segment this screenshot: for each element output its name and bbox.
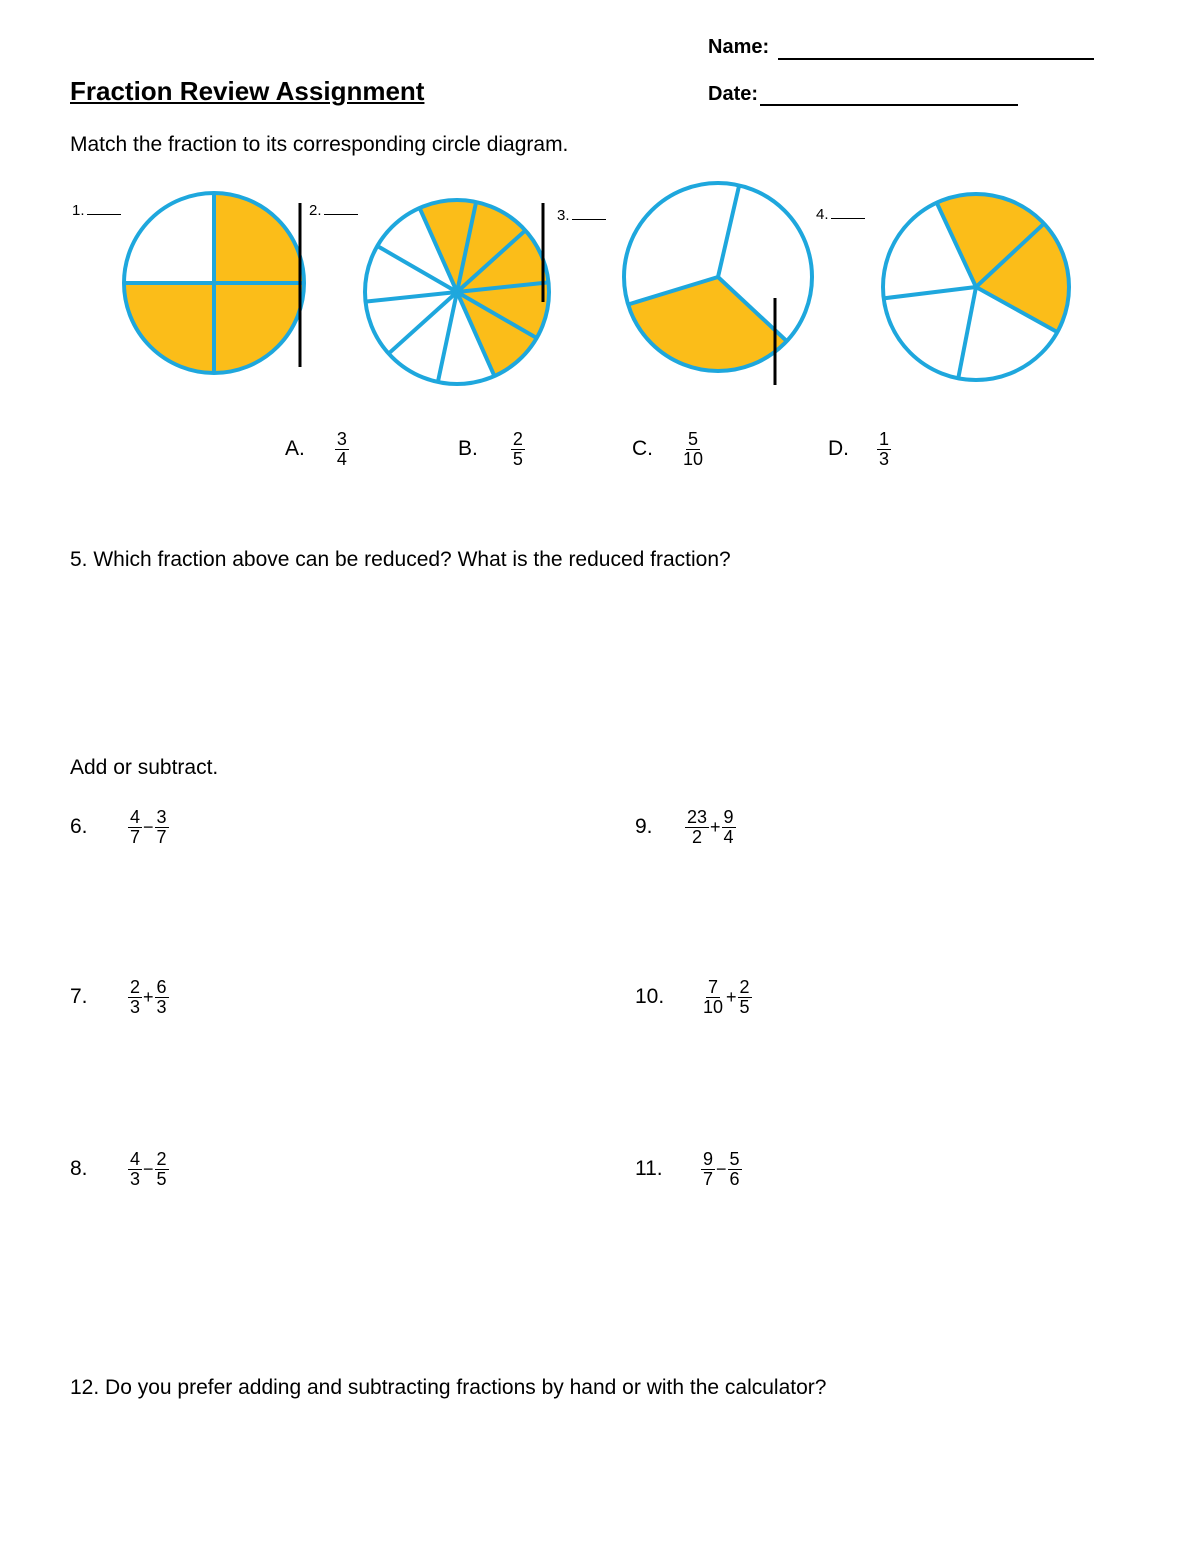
diagram-label-text: 4. [816, 206, 829, 223]
problem-number: 10. [635, 985, 665, 1009]
problem-11 [635, 1150, 742, 1189]
fraction-b [155, 1150, 169, 1189]
problem-number: 9. [635, 815, 653, 839]
numerator: 7 [708, 977, 719, 997]
matching-instruction: Match the fraction to its corresponding circle diagram. [70, 133, 569, 156]
denominator: 3 [130, 1168, 141, 1189]
choice-a [285, 430, 349, 469]
denominator: 5 [156, 1168, 167, 1189]
circle-diagram-4 [883, 194, 1069, 380]
problem-number: 6. [70, 815, 88, 839]
circle-diagram-2 [365, 200, 549, 384]
denominator: 5 [739, 996, 750, 1017]
numerator: 3 [336, 429, 347, 449]
answer-area-5[interactable] [70, 590, 1130, 740]
choice-b [458, 430, 525, 469]
fraction-b [722, 808, 736, 847]
divider-line [366, 292, 457, 302]
numerator: 1 [879, 429, 890, 449]
choice-c [632, 430, 705, 469]
denominator: 7 [156, 826, 167, 847]
fraction-a [128, 808, 142, 847]
choice-d [828, 430, 891, 469]
diagram-label-text: 1. [72, 202, 85, 219]
denominator: 10 [703, 996, 724, 1017]
problem-6 [70, 808, 169, 847]
problem-9 [635, 808, 736, 847]
numerator: 4 [130, 807, 141, 827]
circle-diagrams [0, 0, 1200, 420]
problem-7 [70, 978, 169, 1017]
operator: − [716, 1158, 727, 1179]
problem-10 [635, 978, 752, 1017]
numerator: 4 [130, 1149, 141, 1169]
denominator: 6 [729, 1168, 740, 1189]
circle-diagram-1 [124, 193, 304, 373]
fraction-a [701, 1150, 715, 1189]
fraction-a [128, 978, 142, 1017]
divider-line [718, 185, 739, 277]
date-label: Date: [708, 83, 759, 105]
operator: + [710, 816, 721, 837]
numerator: 2 [130, 977, 141, 997]
denominator: 3 [156, 996, 167, 1017]
denominator: 7 [703, 1168, 714, 1189]
denominator: 4 [336, 448, 347, 469]
operator: − [143, 816, 154, 837]
problem-number: 8. [70, 1157, 88, 1181]
answer-area-12[interactable] [70, 1415, 1130, 1525]
numerator: 3 [156, 807, 167, 827]
numerator: 9 [723, 807, 734, 827]
denominator: 3 [879, 448, 890, 469]
numerator: 2 [156, 1149, 167, 1169]
question-12: 12. Do you prefer adding and subtracting fractions by hand or with the calculator? [70, 1376, 827, 1399]
problem-number: 11. [635, 1157, 663, 1181]
choice-fraction [511, 430, 525, 469]
denominator: 4 [723, 826, 734, 847]
denominator: 2 [692, 826, 703, 847]
choice-letter: C. [632, 437, 653, 461]
section-label: Add or subtract. [70, 756, 219, 779]
fraction-a [685, 808, 709, 847]
fraction-b [155, 978, 169, 1017]
problem-number: 7. [70, 985, 88, 1009]
numerator: 5 [688, 429, 699, 449]
choice-fraction [335, 430, 349, 469]
numerator: 5 [729, 1149, 740, 1169]
shaded-sector [628, 277, 787, 371]
denominator: 3 [130, 996, 141, 1017]
choice-fraction [681, 430, 705, 469]
numerator: 2 [739, 977, 750, 997]
question-5: 5. Which fraction above can be reduced? What is the reduced fraction? [70, 548, 731, 571]
name-label: Name: [708, 36, 770, 58]
fraction-a [701, 978, 725, 1017]
divider-line [958, 287, 976, 378]
fraction-a [128, 1150, 142, 1189]
diagram-label-text: 3. [557, 207, 570, 224]
fraction-b [155, 808, 169, 847]
divider-line [884, 287, 976, 298]
denominator: 5 [512, 448, 523, 469]
choice-letter: D. [828, 437, 849, 461]
choice-letter: A. [285, 437, 305, 461]
denominator: 7 [130, 826, 141, 847]
operator: + [726, 986, 737, 1007]
fraction-b [738, 978, 752, 1017]
operator: + [143, 986, 154, 1007]
numerator: 6 [156, 977, 167, 997]
diagram-label-text: 2. [309, 202, 322, 219]
choice-fraction [877, 430, 891, 469]
operator: − [143, 1158, 154, 1179]
circle-diagram-3 [624, 183, 812, 371]
choice-letter: B. [458, 437, 478, 461]
numerator: 9 [703, 1149, 714, 1169]
numerator: 23 [687, 807, 708, 827]
page-title: Fraction Review Assignment [70, 76, 425, 106]
denominator: 10 [683, 448, 704, 469]
problem-8 [70, 1150, 169, 1189]
numerator: 2 [512, 429, 523, 449]
fraction-b [728, 1150, 742, 1189]
